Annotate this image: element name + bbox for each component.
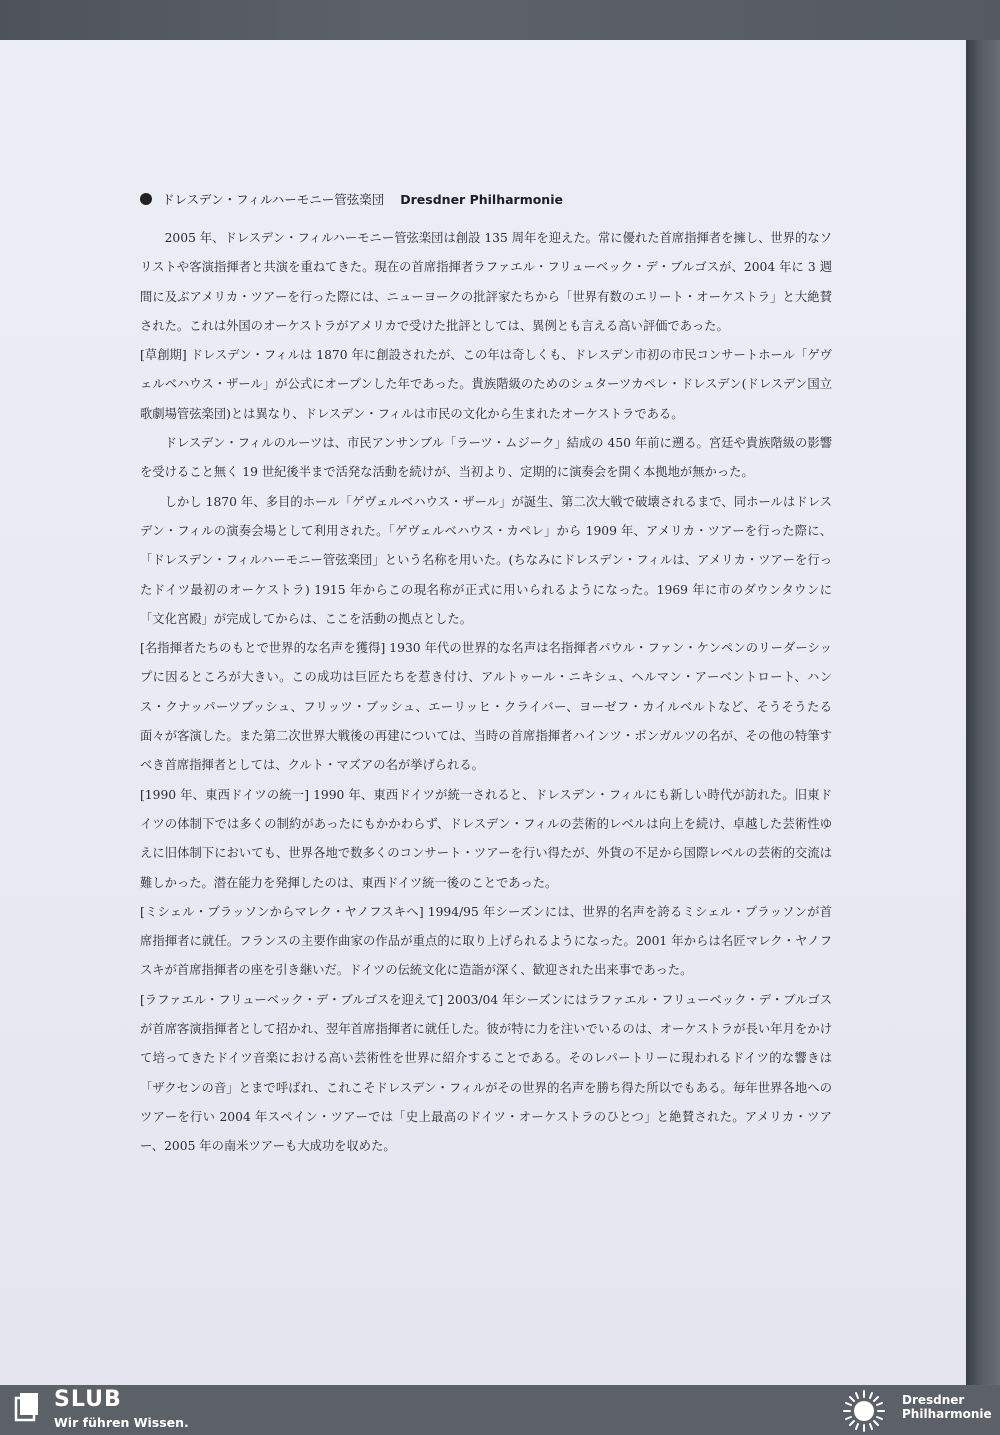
dresdner-philharmonie-logo-icon[interactable] — [842, 1389, 886, 1433]
partner-name-line1: Dresdner — [902, 1393, 965, 1407]
document-heading — [140, 190, 832, 208]
page-edge-shadow — [966, 40, 1000, 1385]
document-content — [140, 190, 832, 1162]
partner-name — [902, 1393, 992, 1421]
paragraph: [草創期] ドレスデン・フィルは 1870 年に創設されたが、この年は奇しくも、ドレスデン市初の市民コンサートホール「ゲヴェルベハウス・ザール」が公式にオープンした年であった。貴族階級のためのシュターツカペレ・ドレスデン(ドレスデン国立歌劇場管弦楽団)とは異なり、ドレスデン・フィルは市民の文化から生まれたオーケストラである。 — [140, 348, 832, 421]
viewer-footer — [0, 1385, 1000, 1435]
heading-japanese: ドレスデン・フィルハーモニー管弦楽団 — [162, 192, 385, 207]
paragraph: [ラファエル・フリューベック・デ・ブルゴスを迎えて] 2003/04 年シーズンにはラファエル・フリューベック・デ・ブルゴスが首席客演指揮者として招かれ、翌年首席指揮者に就任した。彼が特に力を注いでいるのは、オーケストラが長い年月をかけて培ってきたドイツ音楽における高い芸術性を世界に紹介することである。そのレパートリーに現われるドイツ的な響きは「ザクセンの音」とまで呼ばれ、これこそドレスデン・フィルがその世界的名声を勝ち得た所以でもある。毎年世界各地へのツアーを行い 2004 年スペイン・ツアーでは「史上最高のドイツ・オーケストラのひとつ」と絶賛された。アメリカ・ツアー、2005 年の南米ツアーも大成功を収めた。 — [140, 992, 832, 1154]
slub-tagline: Wir führen Wissen. — [54, 1415, 189, 1430]
paragraph: [ミシェル・プラッソンからマレク・ヤノフスキへ] 1994/95 年シーズンには、世界的名声を誇るミシェル・プラッソンが首席指揮者に就任。フランスの主要作曲家の作品が重点的に取り上げられるようになった。2001 年からは名匠マレク・ヤノフスキが首席指揮者の座を引き継いだ。ドイツの伝統文化に造詣が深く、歓迎された出来事であった。 — [140, 904, 832, 978]
paragraph: ドレスデン・フィルのルーツは、市民アンサンブル「ラーツ・ムジーク」結成の 450 年前に遡る。宮廷や貴族階級の影響を受けること無く 19 世紀後半まで活発な活動を続けが、当初より、定期的に演奏会を開く本拠地が無かった。 — [140, 436, 832, 480]
paragraph: 2005 年、ドレスデン・フィルハーモニー管弦楽団は創設 135 周年を迎えた。常に優れた首席指揮者を擁し、世界的なソリストや客演指揮者と共演を重ねてきた。現在の首席指揮者ラファエル・フリューベック・デ・ブルゴスが、2004 年に 3 週間に及ぶアメリカ・ツアーを行った際には、ニューヨークの批評家たちから「世界有数のエリート・オーケストラ」と大絶賛された。これは外国のオーケストラがアメリカで受けた批評としては、異例とも言える高い評価であった。 — [140, 231, 832, 333]
slub-logo-icon[interactable] — [14, 1391, 40, 1423]
paragraph: [1990 年、東西ドイツの統一] 1990 年、東西ドイツが統一されると、ドレスデン・フィルにも新しい時代が訪れた。旧東ドイツの体制下では多くの制約があったにもかかわらず、ドレスデン・フィルの芸術的レベルは向上を続け、卓越した芸術性ゆえに旧体制下においても、世界各地で数多くのコンサート・ツアーを行い得たが、外貨の不足から国際レベルの芸術的交流は難しかった。潜在能力を発揮したのは、東西ドイツ統一後のことであった。 — [140, 787, 832, 890]
paragraph: しかし 1870 年、多目的ホール「ゲヴェルベハウス・ザール」が誕生、第二次大戦で破壊されるまで、同ホールはドレスデン・フィルの演奏会場として利用された。「ゲヴェルベハウス・カペレ」から 1909 年、アメリカ・ツアーを行った際に、「ドレスデン・フィルハーモニー管弦楽団」という名称を用いた。(ちなみにドレスデン・フィルは、アメリカ・ツアーを行ったドイツ最初のオーケストラ) 1915 年からこの現名称が正式に用いられるようになった。1969 年に市のダウンタウンに「文化宮殿」が完成してからは、ここを活動の拠点とした。 — [140, 494, 832, 626]
slub-name[interactable]: SLUB — [54, 1387, 122, 1412]
heading-english: Dresdner Philharmonie — [400, 191, 563, 207]
paragraph: [名指揮者たちのもとで世界的な名声を獲得] 1930 年代の世界的な名声は名指揮者パウル・ファン・ケンペンのリーダーシップに因るところが大きい。この成功は巨匠たちを惹き付け、アルトゥール・ニキシュ、ヘルマン・アーベントロート、ハンス・クナッパーツブッシュ、フリッツ・ブッシュ、エーリッヒ・クライバー、ヨーゼフ・カイルベルトなど、そうそうたる面々が客演した。また第二次世界大戦後の再建については、当時の首席指揮者ハインツ・ボンガルツの名が、その他の特筆すべき首席指揮者としては、クルト・マズアの名が挙げられる。 — [140, 641, 832, 773]
bullet-icon — [140, 193, 152, 205]
partner-name-line2: Philharmonie — [902, 1407, 992, 1421]
